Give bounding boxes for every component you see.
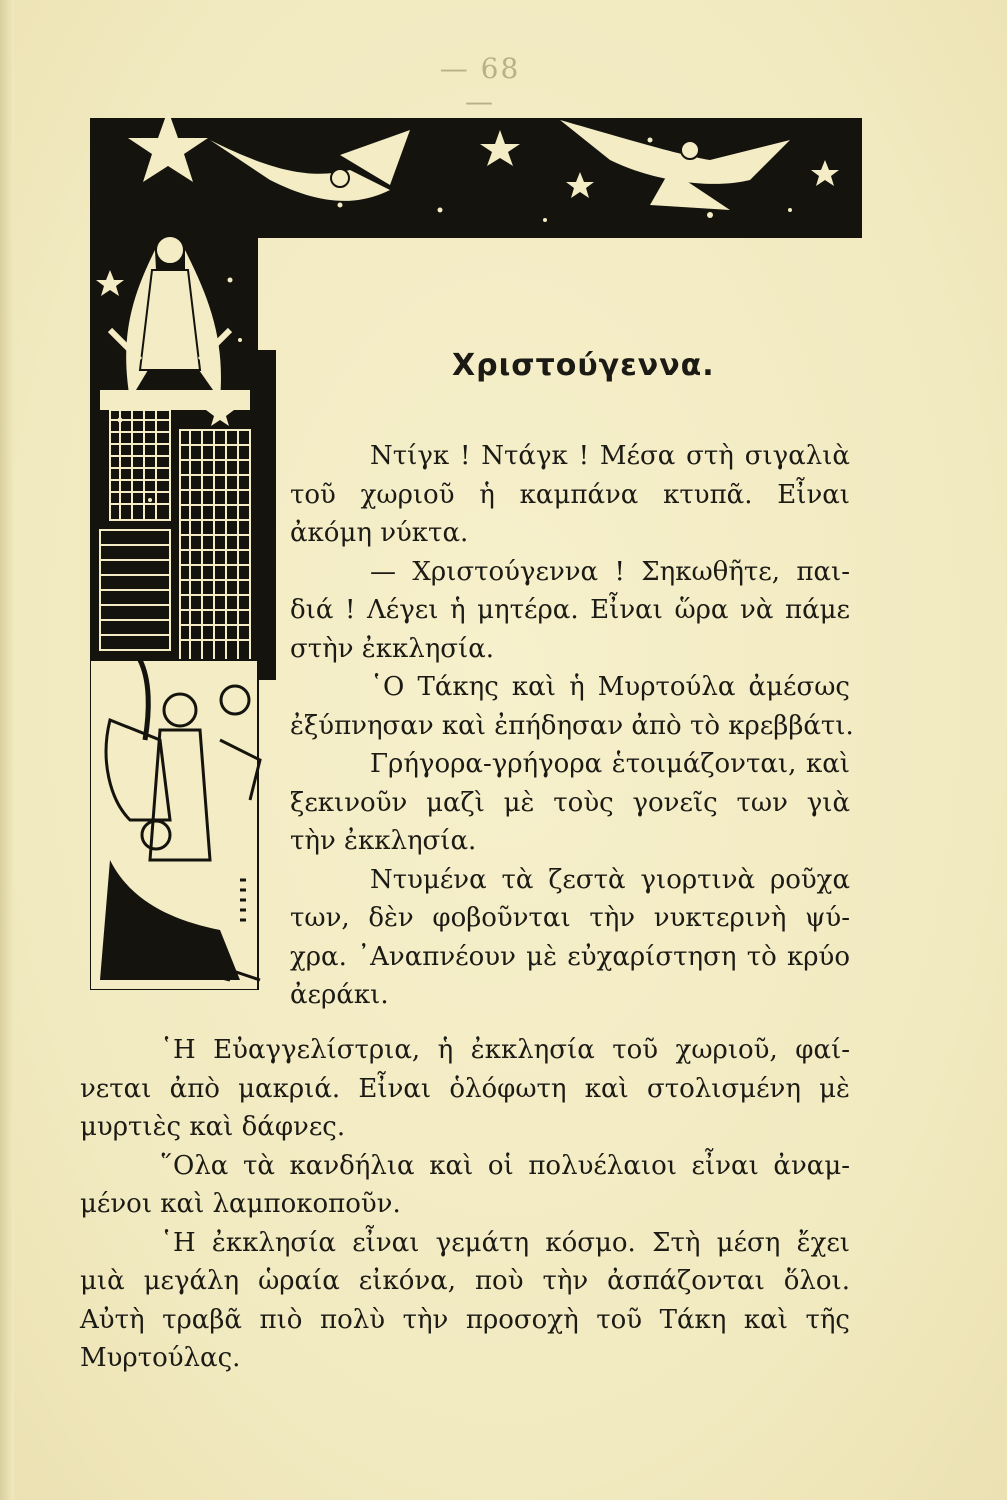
- text-line: ἐξύπνησαν καὶ ἐπήδησαν ἀπὸ τὸ κρεββάτι.: [290, 710, 854, 741]
- text-line: ξεκινοῦν μαζὶ μὲ τοὺς γονεῖς των γιὰ: [290, 787, 850, 818]
- text-line: διά ! Λέγει ἡ μητέρα. Εἶναι ὥρα νὰ πάμε: [290, 595, 850, 625]
- text-line: ῾Η Εὐαγγελίστρια, ἡ ἐκκλησία τοῦ χωριοῦ, φαί-: [160, 1035, 850, 1065]
- text-line: Μυρτούλας.: [80, 1343, 241, 1373]
- text-line: μιὰ μεγάλη ὡραία εἰκόνα, ποὺ τὴν ἀσπάζονται ὅλοι.: [80, 1266, 850, 1296]
- text-line: — Χριστούγεννα ! Σηκωθῆτε, παι-: [370, 556, 850, 587]
- wide-text-block: [80, 1031, 850, 1378]
- narrow-text-block: [290, 437, 854, 1015]
- chapter-title: Χριστούγεννα.: [452, 348, 715, 383]
- text-line: Γρήγορα-γρήγορα ἑτοιμάζονται, καὶ: [370, 749, 850, 779]
- text-line: μένοι καὶ λαμποκοποῦν.: [80, 1189, 401, 1219]
- text-line: στὴν ἐκκλησία.: [290, 633, 495, 664]
- text-line: χρα. ᾿Αναπνέουν μὲ εὐχαρίστηση τὸ κρύο: [290, 941, 850, 972]
- text-line: μυρτιὲς καὶ δάφνες.: [80, 1112, 346, 1142]
- text-line: των, δὲν φοβοῦνται τὴν νυκτερινὴ ψύ-: [290, 903, 850, 933]
- page-number: — 68 —: [439, 52, 521, 118]
- text-line: τὴν ἐκκλησία.: [290, 826, 477, 856]
- text-line: ῾Ο Τάκης καὶ ἡ Μυρτούλα ἀμέσως: [370, 672, 850, 702]
- text-line: Αὐτὴ τραβᾶ πιὸ πολὺ τὴν προσοχὴ τοῦ Τάκη καὶ τῆς: [80, 1304, 850, 1335]
- nativity-scene: [90, 660, 260, 990]
- text-line: ἀκόμη νύκτα.: [290, 518, 469, 548]
- text-line: νεται ἀπὸ μακριά. Εἶναι ὁλόφωτη καὶ στολισμένη μὲ: [80, 1073, 850, 1104]
- text-line: τοῦ χωριοῦ ἡ καμπάνα κτυπᾶ. Εἶναι: [290, 479, 850, 510]
- text-line: Ντυμένα τὰ ζεστὰ γιορτινὰ ροῦχα: [370, 864, 850, 895]
- text-line: Ντίγκ ! Ντάγκ ! Μέσα στὴ σιγαλιὰ: [370, 441, 850, 471]
- spine-shadow: [0, 0, 14, 1500]
- text-line: ῞Ολα τὰ κανδήλια καὶ οἱ πολυέλαιοι εἶναι ἀναμ-: [160, 1150, 850, 1181]
- text-line: ῾Η ἐκκλησία εἶναι γεμάτη κόσμο. Στὴ μέση ἔχει: [160, 1227, 850, 1258]
- text-line: ἀεράκι.: [290, 980, 389, 1010]
